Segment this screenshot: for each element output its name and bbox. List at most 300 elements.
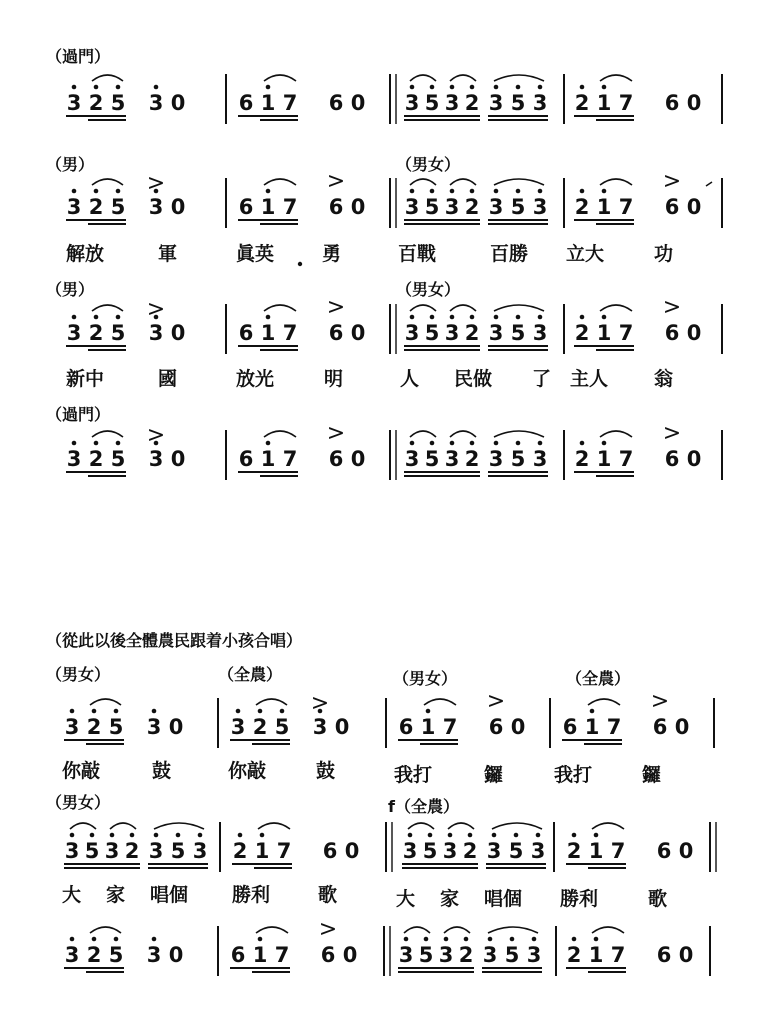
sys1-m3-n6: 5 — [510, 91, 526, 115]
sys7-m3-slur3 — [488, 927, 538, 933]
sys1-m1-n5: 0 — [170, 91, 186, 115]
sys1-m1-slur — [92, 75, 123, 81]
sys3-m2-n2: 1 — [260, 321, 276, 345]
sys4-m1-n1: 3 — [66, 447, 82, 471]
sys3-m2-n3: 7 — [282, 321, 298, 345]
sys2-m3-n2: 5 — [424, 195, 440, 219]
sys3-m4-n4: 6 — [664, 321, 680, 345]
sys5-m2b-n1: 6 — [562, 715, 578, 739]
sys6-m4b-n4: 6 — [656, 839, 672, 863]
sys3-m1-dot2 — [94, 315, 99, 320]
sys4-m4-n3: 7 — [618, 447, 634, 471]
sys1-m1-dot1 — [72, 85, 77, 90]
sys6-m4a-dot1 — [238, 833, 243, 838]
sys1-m3-n7: 3 — [532, 91, 548, 115]
lyric-s6-7: 我打 — [554, 764, 593, 786]
sys2-m3-dot6 — [516, 189, 521, 194]
sys3-m3-dot5 — [494, 315, 499, 320]
sys7-m1-slur — [90, 927, 121, 933]
sys4-m1-dot1 — [72, 441, 77, 446]
sys5-m1b-n1: 3 — [230, 715, 246, 739]
sys1-m4-n2: 1 — [596, 91, 612, 115]
sys5-m1a-n1: 3 — [64, 715, 80, 739]
sys2-m4-n5: 0 — [686, 195, 702, 219]
sys5-m2b-slur — [588, 699, 620, 705]
sys3-m1-dot3 — [116, 315, 121, 320]
sys1-m3-n2: 5 — [424, 91, 440, 115]
sys7-m4-n4: 6 — [656, 943, 672, 967]
sys6-m3b-n5: 3 — [486, 839, 502, 863]
lyric-s2-4: 勇 — [322, 243, 342, 265]
sys5-m2a-n2: 1 — [420, 715, 436, 739]
sys4-m3-dot6 — [516, 441, 521, 446]
sys1-m3-n4: 2 — [464, 91, 480, 115]
lyric-s2-2: 軍 — [158, 243, 178, 265]
sys2-m2-n4: 6 — [328, 195, 344, 219]
sys3-m4-dot2 — [602, 315, 607, 320]
sys2-m1-n4: 3 — [148, 195, 164, 219]
sys7-m1-dot3 — [114, 937, 119, 942]
sys1-m2-slur — [264, 75, 296, 81]
sys7-m4-n3: 7 — [610, 943, 626, 967]
label-male-female-2: （男女） — [396, 280, 461, 299]
sys3-m3-n2: 5 — [424, 321, 440, 345]
sys1-m1-dot2 — [94, 85, 99, 90]
lyric-s6-8: 鑼 — [642, 764, 662, 786]
sys1-m3-dot7 — [538, 85, 543, 90]
sys2-m2-n1: 6 — [238, 195, 254, 219]
sys7-m2-n4: 6 — [320, 943, 336, 967]
sys5-m2a-n1: 6 — [398, 715, 414, 739]
lyric-s2-6: 百勝 — [490, 243, 529, 265]
sys4-m3-n3: 3 — [444, 447, 460, 471]
sys2-m3-n1: 3 — [404, 195, 420, 219]
sys1-m3-dot4 — [470, 85, 475, 90]
sys2-m3-slur3 — [494, 179, 544, 185]
sys4-m3-n2: 5 — [424, 447, 440, 471]
sys1-m3-dot5 — [494, 85, 499, 90]
sys6-m3a-n1: 3 — [64, 839, 80, 863]
sys5-m1b-dot2 — [258, 709, 263, 714]
label-interlude-1: （過門） — [46, 47, 111, 66]
sys2-m1-dot1 — [72, 189, 77, 194]
sys4-m3-n1: 3 — [404, 447, 420, 471]
sys4-m4-n4: 6 — [664, 447, 680, 471]
sys4-m2-n2: 1 — [260, 447, 276, 471]
lyric-s7-5: 歌 — [318, 884, 338, 906]
lyric-s3-7: 了 — [532, 368, 552, 390]
sys3-m3-slur1 — [410, 305, 436, 311]
sys6-m4a-n2: 1 — [254, 839, 270, 863]
sys3-m4-n3: 7 — [618, 321, 634, 345]
sys2-m3-dot4 — [470, 189, 475, 194]
sys7-m2-n1: 6 — [230, 943, 246, 967]
sys2-m3-n5: 3 — [488, 195, 504, 219]
sys4-m4-accent: > — [662, 421, 682, 446]
sys6-m4b-n2: 1 — [588, 839, 604, 863]
sys3-m4-n2: 1 — [596, 321, 612, 345]
sys6-m3a-n3: 3 — [104, 839, 120, 863]
lyric-s3-4: 明 — [324, 368, 344, 390]
sys2-m4-n2: 1 — [596, 195, 612, 219]
sys1-m4-n4: 6 — [664, 91, 680, 115]
sys5-m2a-n4: 6 — [488, 715, 504, 739]
label-forte-all-farmers: f（全農） — [388, 797, 459, 816]
sys4-m1-n3: 5 — [110, 447, 126, 471]
sys7-m1-n1: 3 — [64, 943, 80, 967]
sys4-m2-accent: > — [326, 421, 346, 446]
lyric-s6-6: 鑼 — [484, 764, 504, 786]
sys6-m4b-n3: 7 — [610, 839, 626, 863]
sys4-m1-n5: 0 — [170, 447, 186, 471]
sys5-m2b-n3: 7 — [606, 715, 622, 739]
sys7-m3-slur2 — [444, 927, 470, 933]
sys6-m4b-slur — [592, 823, 624, 829]
sys7-m2-dot1 — [258, 937, 263, 942]
sys4-m1-n2: 2 — [88, 447, 104, 471]
sys3-m2-n1: 6 — [238, 321, 254, 345]
sys3-m1-n5: 0 — [170, 321, 186, 345]
sys7-m1-dot4 — [152, 937, 157, 942]
sys1-m2-n4: 6 — [328, 91, 344, 115]
lyric-s3-9: 翁 — [654, 368, 674, 390]
lyric-s7-6: 大 — [396, 888, 416, 910]
lyric-s2-3: 眞英 — [236, 243, 275, 265]
sys1-m4-n5: 0 — [686, 91, 702, 115]
lyric-s3-8: 主人 — [570, 368, 609, 390]
sys5-m1b-accent: > — [310, 691, 330, 716]
sys1-m4-dot1 — [580, 85, 585, 90]
sys4-m3-n7: 3 — [532, 447, 548, 471]
sys3-m2-n5: 0 — [350, 321, 366, 345]
sys3-m2-dot1 — [266, 315, 271, 320]
sys5-m1a-dot3 — [114, 709, 119, 714]
sys2-m1-n2: 2 — [88, 195, 104, 219]
sys2-m2-accent: > — [326, 169, 346, 194]
sys7-m3-dot2 — [424, 937, 429, 942]
sys5-m1a-n5: 0 — [168, 715, 184, 739]
sys1-m3-n5: 3 — [488, 91, 504, 115]
sys4-m1-n4: 3 — [148, 447, 164, 471]
sys5-m2b-n5: 0 — [674, 715, 690, 739]
label-interlude-2: （過門） — [46, 405, 111, 424]
sys7-m2-n2: 1 — [252, 943, 268, 967]
sys3-m3-n4: 2 — [464, 321, 480, 345]
sys3-m4-n5: 0 — [686, 321, 702, 345]
sys4-m2-n5: 0 — [350, 447, 366, 471]
sys7-m2-n3: 7 — [274, 943, 290, 967]
sys7-m1-n3: 5 — [108, 943, 124, 967]
sys6-m3b-dot1 — [408, 833, 413, 838]
sys1-m3-n3: 3 — [444, 91, 460, 115]
sys2-m1-dot2 — [94, 189, 99, 194]
sys5-m1b-n4: 3 — [312, 715, 328, 739]
lyric-s2-7: 立大 — [566, 243, 605, 265]
label-instruction: （從此以後全體農民跟着小孩合唱） — [46, 631, 303, 650]
sys4-m4-slur — [600, 431, 632, 437]
label-male-2: （男） — [46, 280, 95, 299]
sys7-m1-n4: 3 — [146, 943, 162, 967]
sys4-m2-slur — [264, 431, 296, 437]
sys7-m3-dot4 — [464, 937, 469, 942]
sys7-m4-n1: 2 — [566, 943, 582, 967]
sys5-m1a-n3: 5 — [108, 715, 124, 739]
sys5-m2a-n5: 0 — [510, 715, 526, 739]
sys2-m2-slur — [264, 179, 296, 185]
sys2-m4-n3: 7 — [618, 195, 634, 219]
sys6-m3a-n4: 2 — [124, 839, 140, 863]
sys3-m3-dot1 — [410, 315, 415, 320]
sys7-m3-dot1 — [404, 937, 409, 942]
sys6-m4a-n4: 6 — [322, 839, 338, 863]
sys4-m2-n1: 6 — [238, 447, 254, 471]
sys3-m3-dot3 — [450, 315, 455, 320]
sys2-m1-n1: 3 — [66, 195, 82, 219]
lyric-s3-3: 放光 — [236, 368, 275, 390]
sys1-m1-n2: 2 — [88, 91, 104, 115]
sys1-m3-dot3 — [450, 85, 455, 90]
sys2-m3-dot5 — [494, 189, 499, 194]
sys4-m2-n3: 7 — [282, 447, 298, 471]
sys3-m4-n1: 2 — [574, 321, 590, 345]
sys1-m3-dot1 — [410, 85, 415, 90]
sys5-m1a-dot2 — [92, 709, 97, 714]
sys4-m1-accent: > — [146, 423, 166, 448]
sys5-m1b-n2: 2 — [252, 715, 268, 739]
lyric-s7-2: 家 — [106, 884, 126, 906]
sys4-m4-n1: 2 — [574, 447, 590, 471]
sys2-m4-dot1 — [580, 189, 585, 194]
sys4-m1-dot2 — [94, 441, 99, 446]
sys2-m1-slur — [92, 179, 123, 185]
sys7-m1-dot2 — [92, 937, 97, 942]
sys4-m3-n6: 5 — [510, 447, 526, 471]
sys6-m4a-slur — [258, 823, 290, 829]
sys4-m2-n4: 6 — [328, 447, 344, 471]
sys6-m3b-n1: 3 — [402, 839, 418, 863]
sys6-m3b-dot6 — [514, 833, 519, 838]
speck-1 — [298, 262, 302, 266]
sys3-m3-dot4 — [470, 315, 475, 320]
sys7-m3-dot7 — [532, 937, 537, 942]
sys3-m3-dot7 — [538, 315, 543, 320]
sys3-m3-dot6 — [516, 315, 521, 320]
sys2-m1-accent: > — [146, 171, 166, 196]
sys6-m3a-dot1 — [70, 833, 75, 838]
sys1-m3-slur2 — [450, 75, 476, 81]
sys4-m1-dot3 — [116, 441, 121, 446]
lyric-s6-2: 鼓 — [152, 760, 172, 782]
sys3-m3-n3: 3 — [444, 321, 460, 345]
lyric-s3-6: 民做 — [454, 368, 493, 390]
sys1-m1-dot4 — [154, 85, 159, 90]
sys6-m3b-n2: 5 — [422, 839, 438, 863]
sys6-m3b-slur1 — [408, 823, 434, 829]
sys6-m3a-slur2 — [110, 823, 136, 829]
sys4-m4-dot1 — [580, 441, 585, 446]
sys6-m3a-n7: 3 — [192, 839, 208, 863]
lyric-s6-5: 我打 — [394, 764, 433, 786]
lyric-s3-1: 新中 — [66, 368, 105, 390]
sys1-m2-n1: 6 — [238, 91, 254, 115]
sys6-m3b-n6: 5 — [508, 839, 524, 863]
sys2-m4-n4: 6 — [664, 195, 680, 219]
sys2-m2-dot1 — [266, 189, 271, 194]
lyric-s7-8: 唱個 — [484, 888, 523, 910]
sys7-m4-dot2 — [594, 937, 599, 942]
sys1-m1-n3: 5 — [110, 91, 126, 115]
sys6-m3b-dot7 — [536, 833, 541, 838]
sys6-m4b-dot2 — [594, 833, 599, 838]
sys4-m3-slur3 — [494, 431, 544, 437]
sys4-m4-n2: 1 — [596, 447, 612, 471]
sys7-m3-dot6 — [510, 937, 515, 942]
sys7-m3-n5: 3 — [482, 943, 498, 967]
sys5-m1a-dot4 — [152, 709, 157, 714]
sys2-m3-n3: 3 — [444, 195, 460, 219]
sys3-m2-slur — [264, 305, 296, 311]
sys1-m4-dot2 — [602, 85, 607, 90]
sys2-m4-n1: 2 — [574, 195, 590, 219]
sys5-m2a-slur — [424, 699, 456, 705]
sys2-m2-n3: 7 — [282, 195, 298, 219]
label-male-female-1: （男女） — [396, 155, 461, 174]
sys3-m4-accent: > — [662, 295, 682, 320]
sys6-m3b-dot4 — [468, 833, 473, 838]
sys7-m3-n4: 2 — [458, 943, 474, 967]
sys2-m3-dot1 — [410, 189, 415, 194]
sys3-m3-dot2 — [430, 315, 435, 320]
sys4-m4-dot2 — [602, 441, 607, 446]
lyric-s7-1: 大 — [62, 884, 82, 906]
sys5-m1b-n5: 0 — [334, 715, 350, 739]
sys6-m4a-n1: 2 — [232, 839, 248, 863]
sys1-m4-slur — [600, 75, 632, 81]
label-male-1: （男） — [46, 155, 95, 174]
sys6-m3a-dot6 — [176, 833, 181, 838]
sys6-m4a-n5: 0 — [344, 839, 360, 863]
lyric-s6-1: 你敲 — [62, 760, 101, 782]
sys2-m2-n5: 0 — [350, 195, 366, 219]
sys7-m3-n6: 5 — [504, 943, 520, 967]
sys3-m1-n4: 3 — [148, 321, 164, 345]
sys7-m3-n2: 5 — [418, 943, 434, 967]
lyric-s2-5: 百戰 — [398, 243, 437, 265]
sys5-m2b-dot1 — [590, 709, 595, 714]
sys1-m1-n4: 3 — [148, 91, 164, 115]
sys3-m1-n3: 5 — [110, 321, 126, 345]
sys4-m3-dot1 — [410, 441, 415, 446]
sys3-m1-n2: 2 — [88, 321, 104, 345]
sys2-m3-n6: 5 — [510, 195, 526, 219]
sys6-m3b-dot3 — [448, 833, 453, 838]
sys4-m3-dot2 — [430, 441, 435, 446]
sys3-m2-n4: 6 — [328, 321, 344, 345]
sys6-m3b-slur2 — [448, 823, 474, 829]
sys3-m4-dot1 — [580, 315, 585, 320]
sys2-m3-slur2 — [450, 179, 476, 185]
sys7-m3-n1: 3 — [398, 943, 414, 967]
sys7-m2-slur — [256, 927, 288, 933]
sys7-m2-n5: 0 — [342, 943, 358, 967]
sys2-m1-n5: 0 — [170, 195, 186, 219]
sys6-m4b-n1: 2 — [566, 839, 582, 863]
sys1-m3-slur1 — [410, 75, 436, 81]
sys6-m3b-dot2 — [428, 833, 433, 838]
sys5-m1a-n2: 2 — [86, 715, 102, 739]
sys3-m3-n5: 3 — [488, 321, 504, 345]
sys3-m1-n1: 3 — [66, 321, 82, 345]
sys2-m4-dot2 — [602, 189, 607, 194]
sys5-m2b-accent: > — [650, 689, 670, 714]
sys1-m2-n5: 0 — [350, 91, 366, 115]
sys2-m2-n2: 1 — [260, 195, 276, 219]
label-all-farmers-1: （全農） — [218, 665, 283, 684]
sys1-m4-n1: 2 — [574, 91, 590, 115]
sys5-m2a-dot1 — [426, 709, 431, 714]
sys6-m3b-slur3 — [492, 823, 542, 829]
sys4-m3-dot5 — [494, 441, 499, 446]
sys1-m1-dot3 — [116, 85, 121, 90]
sys6-m4b-dot1 — [572, 833, 577, 838]
sys3-m4-slur — [600, 305, 632, 311]
sys1-m3-dot6 — [516, 85, 521, 90]
sys4-m3-dot7 — [538, 441, 543, 446]
sys2-m3-slur1 — [410, 179, 436, 185]
sys1-m2-n2: 1 — [260, 91, 276, 115]
label-male-female-3: （男女） — [46, 665, 111, 684]
sys2-m3-dot3 — [450, 189, 455, 194]
sys6-m3a-slur1 — [70, 823, 96, 829]
lyric-s3-2: 國 — [158, 368, 178, 390]
sys4-m3-n4: 2 — [464, 447, 480, 471]
sys7-m1-n2: 2 — [86, 943, 102, 967]
sys7-m3-n7: 3 — [526, 943, 542, 967]
sys3-m3-slur2 — [450, 305, 476, 311]
sys6-m4b-n5: 0 — [678, 839, 694, 863]
sys6-m3a-n6: 5 — [170, 839, 186, 863]
sys2-m3-n4: 2 — [464, 195, 480, 219]
sys6-m3b-n4: 2 — [462, 839, 478, 863]
sys1-m3-n1: 3 — [404, 91, 420, 115]
sys3-m3-n6: 5 — [510, 321, 526, 345]
sys5-m2b-n2: 1 — [584, 715, 600, 739]
sys7-m3-dot3 — [444, 937, 449, 942]
sys7-m4-dot1 — [572, 937, 577, 942]
sys5-m1b-n3: 5 — [274, 715, 290, 739]
sys6-m3a-dot2 — [90, 833, 95, 838]
sys5-m1b-slur — [256, 699, 287, 705]
sys6-m4a-dot2 — [260, 833, 265, 838]
sys6-m3a-n5: 3 — [148, 839, 164, 863]
sys7-m2-accent: > — [318, 917, 338, 942]
sys5-m1a-n4: 3 — [146, 715, 162, 739]
sys4-m2-dot1 — [266, 441, 271, 446]
sys3-m1-dot1 — [72, 315, 77, 320]
sys7-m3-slur1 — [404, 927, 430, 933]
sys6-m3a-slur3 — [154, 823, 204, 829]
sys4-m3-slur2 — [450, 431, 476, 437]
sys6-m3b-n3: 3 — [442, 839, 458, 863]
sys2-m3-dot2 — [430, 189, 435, 194]
sys1-m3-dot2 — [430, 85, 435, 90]
sys6-m3b-n7: 3 — [530, 839, 546, 863]
sys2-m4-accent: > — [662, 169, 682, 194]
sys7-m3-n3: 3 — [438, 943, 454, 967]
sys1-m1-n1: 3 — [66, 91, 82, 115]
lyric-s7-3: 唱個 — [150, 884, 189, 906]
sys7-m3-dot5 — [488, 937, 493, 942]
